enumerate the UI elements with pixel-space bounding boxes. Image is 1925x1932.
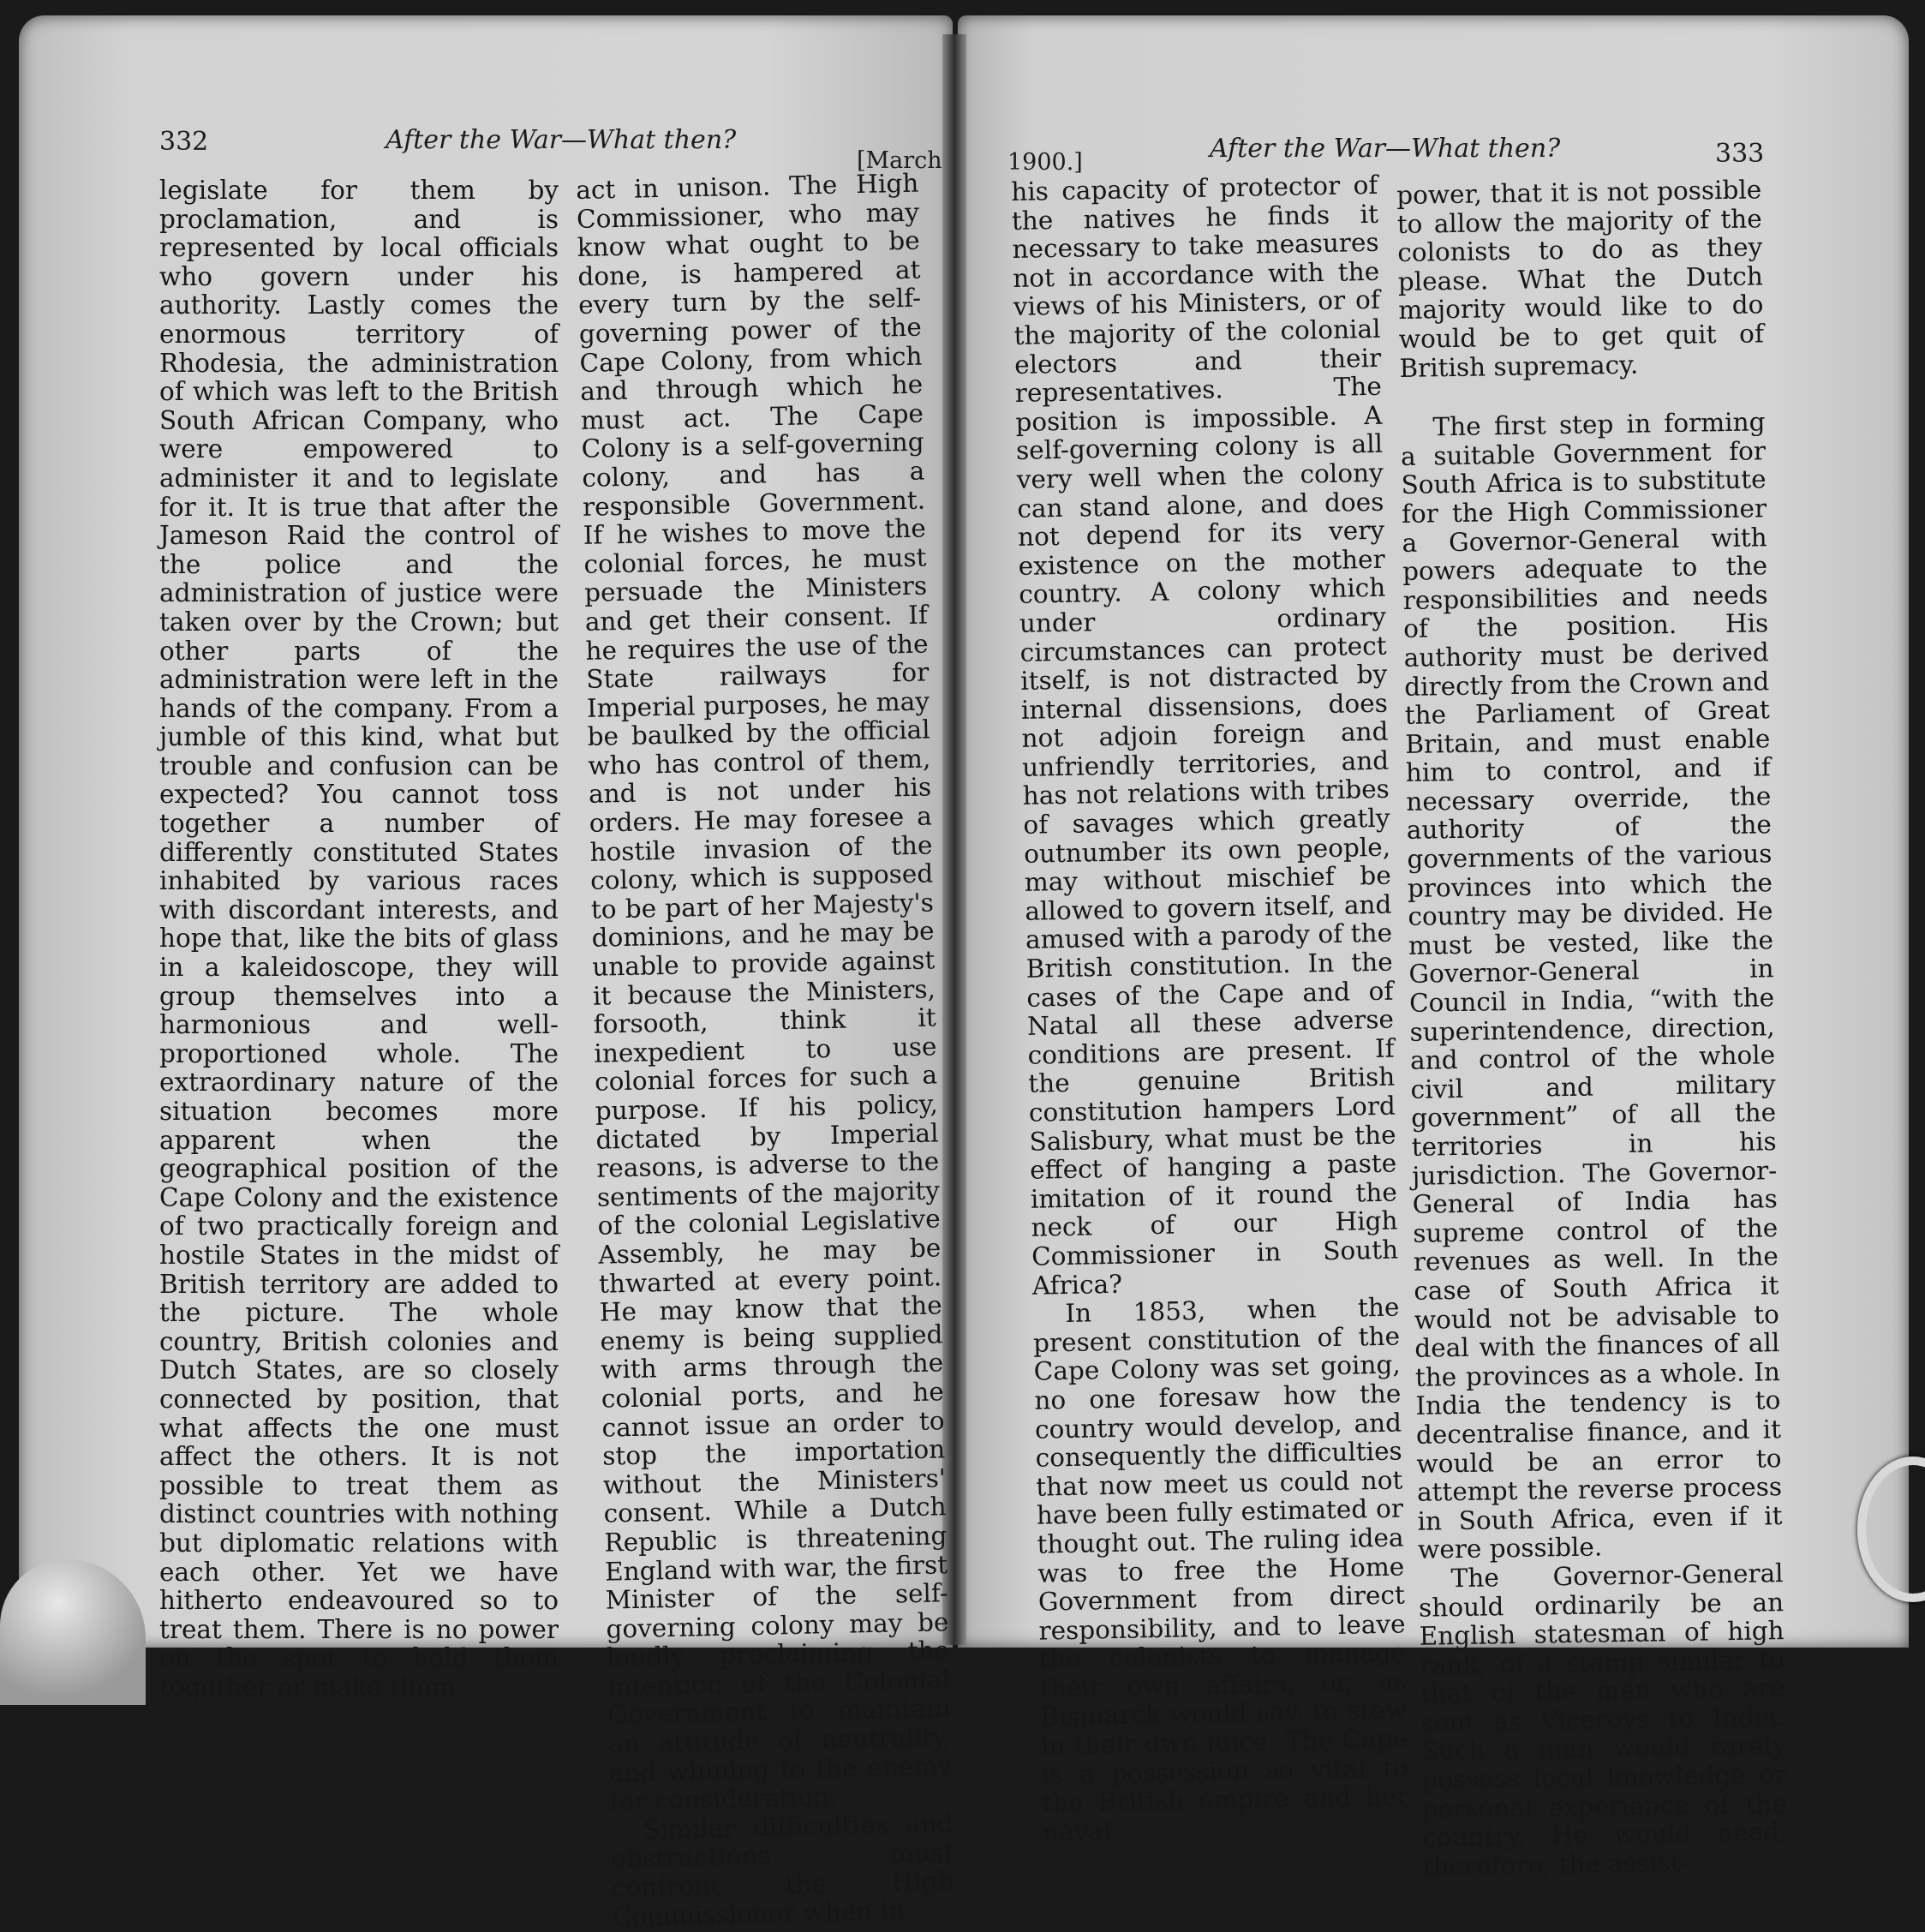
book-gutter — [942, 34, 966, 1645]
left-running-date: [March — [857, 147, 942, 174]
paragraph: The first step in forming a suitable Government for South Africa is to substitute for the High Commissioner a Governor-General with powers adequate to the responsibilities and needs of the position. His authority must be derived directly from the Crown and the Parliament of Great Britain, and must enable him to control, and if necessary override, the authority of the governments of the various provinces into which the country may be divided. He must be vested, like the Governor-General in Council in India, “with the superintendence, direction, and control of the whole civil and military government” of all the territories in his jurisdiction. The Governor-General of India has supreme control of the revenues as well. In the case of South Africa it would not be advisable to deal with the finances of all the provinces as a whole. In India the tendency is to decentralise finance, and it would be an error to attempt the reverse process in South Africa, even if it were possible. — [1400, 407, 1783, 1565]
right-running-head: After the War—What then? — [1210, 134, 1561, 164]
paragraph: his capacity of protector of the natives he finds it necessary to take measures not in accordance with the views of his Ministers, or of the majority of the colonial electors and their representatives. The position is impossible. A self-governing colony is all very well when the colony can stand alone, and does not depend for its very existence on the mother country. A colony which under ordinary circumstances can protect itself, is not distracted by internal dissensions, does not adjoin foreign and unfriendly territories, and has not relations with tribes of savages which greatly outnumber its own people, may without mischief be allowed to govern itself, and amused with a parody of the British constitution. In the cases of the Cape and of Natal all these adverse conditions are present. If the genuine British constitution hampers Lord Salisbury, what must be the effect of hanging a paste imitation of it round the neck of our High Commissioner in South Africa? — [1010, 170, 1399, 1301]
right-column-2 — [1396, 176, 1788, 1881]
left-column-1 — [159, 176, 559, 1702]
left-column-2 — [576, 170, 955, 1932]
paragraph: The Governor-General should ordinarily be an English statesman of high rank, of a stamp similar to that of the men who are sent as Viceroys to India. Such a man would rarely possess local knowledge or personal experience of the country. He would need, therefore, the assist- — [1418, 1558, 1788, 1881]
paragraph: act in unison. The High Commissioner, who may know what ought to be done, is hampered at every turn by the self-governing power of the Cape Colony, from which and through which he must act. The Cape Colony is a self-governing colony, and has a responsible Government. If he wishes to move the colonial forces, he must persuade the Ministers and get their consent. If he requires the use of the State railways for Imperial purposes, he may be baulked by the official who has control of them, and is not under his orders. He may foresee a hostile invasion of the colony, which is supposed to be part of her Majesty's dominions, and he may be unable to provide against it because the Ministers, forsooth, think it inexpedient to use colonial forces for such a purpose. If his policy, dictated by Imperial reasons, is adverse to the sentiments of the majority of the colonial Legislative Assembly, he may be thwarted at every point. He may know that the enemy is being supplied with arms through the colonial ports, and he cannot issue an order to stop the importation without the Ministers' consent. While a Dutch Republic is threatening England with war, the first Minister of the self-governing colony may be loudly proclaiming the intention of the Colonial Government to maintain an attitude of neutrality, and whining to the enemy for consideration. — [575, 168, 953, 1816]
right-column-1 — [1011, 171, 1409, 1847]
paragraph: In 1853, when the present constitution of the Cape Colony was set going, no one foresaw how the country would develop, and consequently the difficulties that now meet us could not have been fully estimated or thought out. The ruling idea was to free the Home Government from direct responsibility, and to leave the colonists to manage their own affairs, or, as Bismarck would say, to stew in their own juice. The Cape is a possession so vital to the British empire and her naval — [1032, 1292, 1409, 1847]
left-running-head: After the War—What then? — [386, 125, 737, 155]
right-page-number: 333 — [1715, 139, 1765, 169]
paragraph: Similar difficulties and obstructions must confront the High Commissioner when in — [610, 1809, 955, 1932]
paragraph: legislate for them by proclamation, and is represented by local officials who govern under his authority. Lastly comes the enormous territory of Rhodesia, the administration of which was left to the British South African Company, who were empowered to administer it and to legislate for it. It is true that after the Jameson Raid the control of the police and the administration of justice were taken over by the Crown; but other parts of the administration were left in the hands of the company. From a jumble of this kind, what but trouble and confusion can be expected? You cannot toss together a number of differently constituted States inhabited by various races with discordant interests, and hope that, like the bits of glass in a kaleidoscope, they will group themselves into a harmonious and well-proportioned whole. The extraordinary nature of the situation becomes more apparent when the geographical position of the Cape Colony and the existence of two practically foreign and hostile States in the midst of British territory are added to the picture. The whole country, British colonies and Dutch States, are so closely connected by position, that what affects the one must affect the others. It is not possible to treat them as distinct countries with nothing but diplomatic relations with each other. Yet we have hitherto endeavoured so to treat them. There is no power on the spot to hold them together or make them — [159, 176, 559, 1702]
right-running-date: 1900.] — [1007, 149, 1083, 176]
left-page-number: 332 — [159, 127, 209, 157]
paragraph: power, that it is not possible to allow the majority of the colonists to do as they please. What the Dutch majority would like to do would be to get quit of British supremacy. — [1396, 175, 1765, 383]
